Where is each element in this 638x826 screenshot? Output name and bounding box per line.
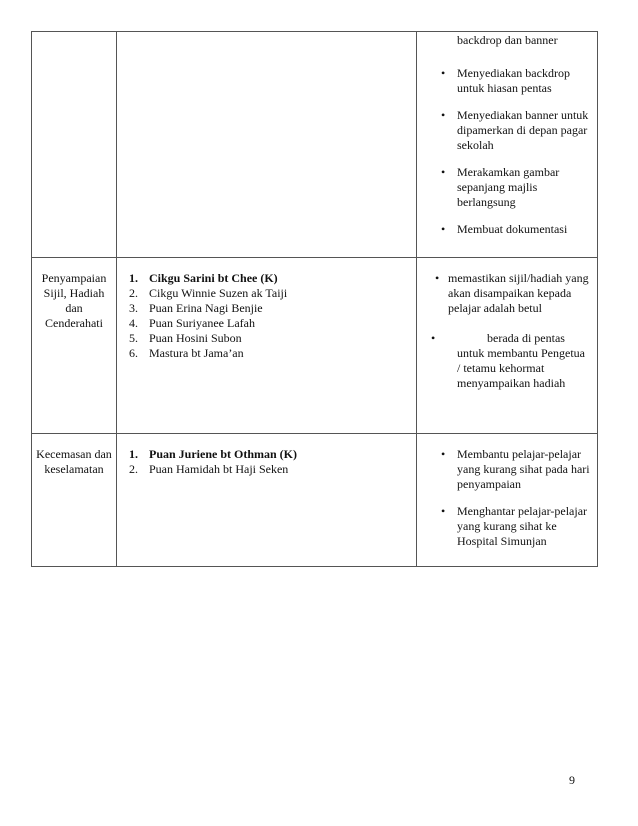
list-item: • Membantu pelajar-pelajar yang kurang sihat pada hari penyampaian (441, 447, 590, 491)
task-continuation: backdrop dan banner (457, 33, 558, 47)
members-cell (117, 32, 417, 258)
bullet-icon: • (441, 66, 446, 80)
list-item: 2. Puan Hamidah bt Haji Seken (129, 462, 289, 476)
list-item: 2. Cikgu Winnie Suzen ak Taiji (129, 286, 288, 300)
table-row (32, 32, 598, 258)
category-cell (32, 32, 117, 258)
list-item: • memastikan sijil/hadiah yang akan disampaikan kepada pelajar adalah betul (435, 271, 589, 315)
page-number: 9 (569, 773, 575, 787)
bullet-icon: • (435, 271, 440, 285)
bullet-icon: • (441, 222, 446, 236)
category-cell (32, 434, 117, 567)
category-label: Penyampaian Sijil, Hadiah dan Cenderahati (41, 271, 107, 330)
list-item: • Merakamkan gambar sepanjang majlis berlangsung (441, 165, 560, 209)
list-item: • Menghantar pelajar-pelajar yang kurang sihat ke Hospital Simunjan (441, 504, 588, 548)
bullet-icon: • (431, 331, 436, 345)
members-cell (117, 434, 417, 567)
list-item: 5. Puan Hosini Subon (129, 331, 242, 345)
list-item: 3. Puan Erina Nagi Benjie (129, 301, 263, 315)
member-list (117, 434, 416, 477)
bullet-icon: • (441, 447, 446, 461)
tasks-cell (417, 258, 598, 434)
list-item: • Menyediakan banner untuk dipamerkan di depan pagar sekolah (441, 108, 589, 152)
list-item: 1. Cikgu Sarini bt Chee (K) (129, 271, 278, 285)
list-item: 1. Puan Juriene bt Othman (K) (129, 447, 298, 461)
table-row (32, 434, 598, 567)
list-item: 4. Puan Suriyanee Lafah (129, 316, 255, 330)
category-cell (32, 258, 117, 434)
list-item: 6. Mastura bt Jama’an (129, 346, 244, 360)
bullet-icon: • (441, 108, 446, 122)
list-item: • Membuat dokumentasi (441, 222, 568, 236)
table-row (32, 258, 598, 434)
list-item: • Menyediakan backdrop untuk hiasan pentas (441, 66, 570, 95)
list-item: • berada di pentas untuk membantu Pengetua / tetamu kehormat menyampaikan hadiah (431, 331, 585, 390)
member-list (117, 258, 416, 361)
members-cell (117, 258, 417, 434)
category-label: Kecemasan dan keselamatan (36, 447, 112, 476)
tasks-cell (417, 32, 598, 258)
tasks-cell (417, 434, 598, 567)
bullet-icon: • (441, 504, 446, 518)
committee-table (31, 31, 597, 567)
bullet-icon: • (441, 165, 446, 179)
